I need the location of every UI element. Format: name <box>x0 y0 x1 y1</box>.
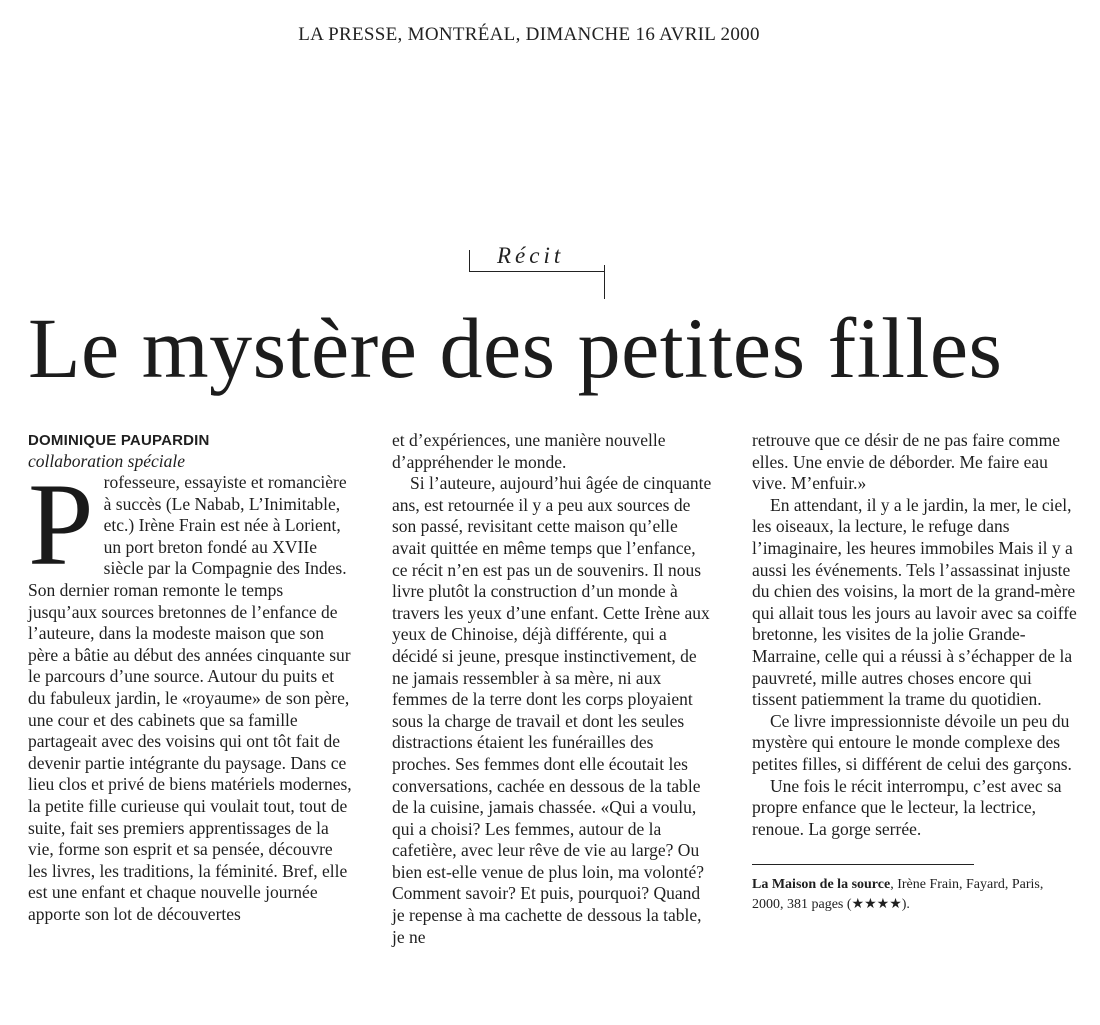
byline-author: DOMINIQUE PAUPARDIN <box>28 432 210 449</box>
drop-cap: P <box>28 459 94 590</box>
paragraph-2-continued: retrouve que ce désir de ne pas faire comme elles. Une envie de déborder. Me faire eau vive. M’enfuir.» <box>752 430 1061 494</box>
book-ref-divider <box>752 864 974 865</box>
paragraph-1-continued: et d’expériences, une manière nouvelle d’appréhender le monde. <box>392 430 666 472</box>
rubric-rule-left <box>469 250 470 272</box>
book-title: La Maison de la source <box>752 877 891 893</box>
book-details: , Irène Frain, Fayard, Paris, 2000, 381 pages (★★★★). <box>752 877 1044 913</box>
rubric-rule-bottom <box>469 271 605 272</box>
rubric-rule-right <box>604 265 605 299</box>
paragraph-3: En attendant, il y a le jardin, la mer, le ciel, les oiseaux, la lecture, le refuge dans l’imaginaire, les heures immobiles Mais il y a aussi les événements. Tels l’assassinat injuste du chien des voisins, la mort de la grand-mère qui allait tous les jours au lavoir avec sa coiffe bretonne, les visites de la jolie Grande-Marraine, celle qui a réussi à s’échapper de la pauvreté, mille autres choses encore qui tissent patiemment la trame du quotidien. <box>752 494 1077 710</box>
article-headline: Le mystère des petites filles <box>28 300 1003 396</box>
paragraph-5: Une fois le récit interrompu, c’est avec sa propre enfance que le lecteur, la lectrice, renoue. La gorge serrée. <box>752 775 1062 839</box>
article-column-3 <box>752 430 1078 915</box>
book-reference <box>752 875 1078 915</box>
paragraph-2: Si l’auteure, aujourd’hui âgée de cinquante ans, est retournée il y a peu aux sources de son passé, revisitant cette maison qu’elle avait quittée en même temps que l’enfance, ce récit n’en est pas un de souvenirs. Il nous livre plutôt la construction d’un monde à travers les yeux d’une enfant. Cette Irène aux yeux de Chinoise, déjà différente, qui a décidé si jeune, presque instinctivement, de ne jamais ressembler à sa mère, ni aux femmes de la terre dont les corps ployaient sous la charge de travail et dont les seules distractions étaient les funérailles des proches. Ses femmes dont elle écoutait les conversations, cachée en dessous de la table de la cuisine, jamais chassée. «Qui a voulu, qui a choisi? Les femmes, autour de la cafetière, avec leur rêve de vie au large? Ou bien est-elle venue de plus loin, ma volonté? Comment savoir? Et puis, pourquoi? Quand je repense à ma cachette de dessous la table, je ne <box>392 473 712 947</box>
article-column-1 <box>28 430 356 925</box>
section-rubric: Récit <box>497 243 565 268</box>
article-column-2 <box>392 430 712 948</box>
byline-role: collaboration spéciale <box>28 451 185 471</box>
paragraph-4: Ce livre impressionniste dévoile un peu du mystère qui entoure le monde complexe des petites filles, si différent de celui des garçons. <box>752 710 1072 774</box>
paragraph-1: rofesseure, essayiste et romancière à succès (Le Nabab, L’Inimitable, etc.) Irène Frain est née à Lorient, un port breton fondé au XVIIe siècle par la Compagnie des Indes. Son dernier roman remonte le temps jusqu’aux sources bretonnes de l’enfance de l’auteure, dans la modeste maison que son père a bâtie au début des années cinquante sur le parcours d’une source. Autour du puits et du fabuleux jardin, le «royaume» de son père, une cour et des cabinets que sa famille partageait avec des voisins qui ont tôt fait de devenir partie intégrante du paysage. Dans ce lieu clos et privé de biens matériels modernes, la petite fille curieuse qui voulait tout, tout de suite, fait ses premiers apprentissages de la vie, forme son esprit et sa pensée, découvre les livres, les traditions, la féminité. Bref, elle est une enfant et chaque nouvelle journée apporte son lot de découvertes <box>28 472 352 924</box>
newspaper-masthead: LA PRESSE, MONTRÉAL, DIMANCHE 16 AVRIL 2000 <box>298 24 760 45</box>
